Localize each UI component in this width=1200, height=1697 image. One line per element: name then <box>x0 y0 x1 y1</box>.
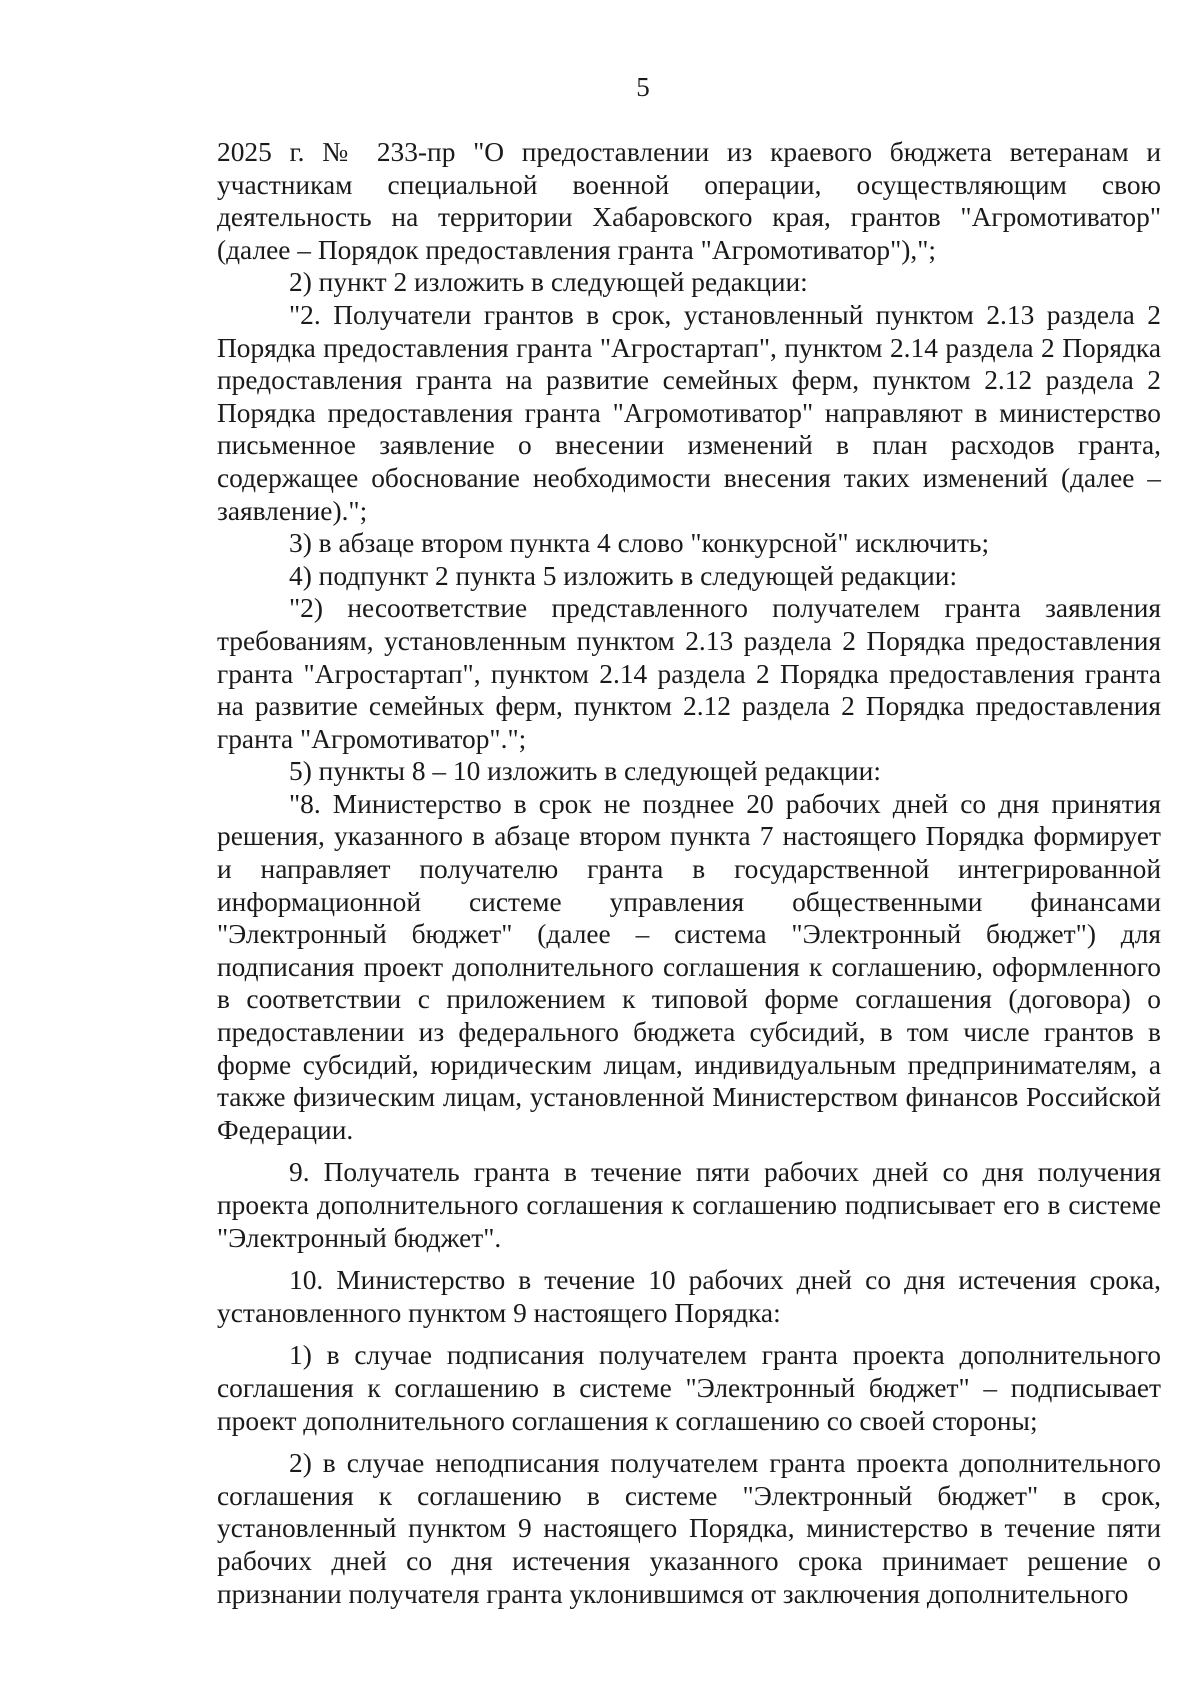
paragraph-item-5: 5) пункты 8 – 10 изложить в следующей редакции: <box>289 756 881 787</box>
document-body <box>217 136 1161 1610</box>
page-number: 5 <box>636 72 650 102</box>
paragraph-item-4: 4) подпункт 2 пункта 5 изложить в следующей редакции: <box>289 560 958 591</box>
paragraph-point-9: 9. Получатель гранта в течение пяти рабочих дней со дня получения проекта дополнительного соглашения к соглашению подписывает его в системе "Электронный бюджет". <box>217 1157 1161 1253</box>
paragraph-continuation: 2025 г. № 233-пр "О предоставлении из краевого бюджета ветеранам и участникам специальной военной операции, осуществляющим свою деятельность на территории Хабаровского края, грантов "Агромотиватор" (далее – Порядок предоставления гранта "Агромотиватор"),"; <box>217 137 1161 265</box>
paragraph-quote-subpoint-2: "2) несоответствие представленного получателем гранта заявления требованиям, установленным пунктом 2.13 раздела 2 Порядка предоставления гранта "Агростартап", пунктом 2.14 раздела 2 Порядка предоставления гранта на развитие семейных ферм, пунктом 2.12 раздела 2 Порядка предоставления гранта "Агромотиватор"."; <box>217 593 1161 754</box>
paragraph-quote-point-2: "2. Получатели грантов в срок, установленный пунктом 2.13 раздела 2 Порядка предоставления гранта "Агростартап", пунктом 2.14 раздела 2 Порядка предоставления гранта на развитие семейных ферм, пунктом 2.12 раздела 2 Порядка предоставления гранта "Агромотиватор" направляют в министерство письменное заявление о внесении изменений в план расходов гранта, содержащее обоснование необходимости внесения таких изменений (далее – заявление)."; <box>217 299 1161 526</box>
paragraph-quote-point-8: "8. Министерство в срок не позднее 20 рабочих дней со дня принятия решения, указанного в абзаце втором пункта 7 настоящего Порядка формирует и направляет получателю гранта в государственной интегрированной информационной системе управления общественными финансами "Электронный бюджет" (далее – система "Электронный бюджет") для подписания проект дополнительного соглашения к соглашению, оформленного в соответствии с приложением к типовой форме соглашения (договора) о предоставлении из федерального бюджета субсидий, в том числе грантов в форме субсидий, юридическим лицам, индивидуальным предпринимателям, а также физическим лицам, установленной Министерством финансов Российской Федерации. <box>217 788 1161 1145</box>
paragraph-subpoint-2: 2) в случае неподписания получателем гранта проекта дополнительного соглашения к соглашению в системе "Электронный бюджет" в срок, установленный пунктом 9 настоящего Порядка, министерство в течение пяти рабочих дней со дня истечения указанного срока принимает решение о признании получателя гранта уклонившимся от заключения дополнительного <box>217 1448 1161 1609</box>
paragraph-point-10: 10. Министерство в течение 10 рабочих дней со дня истечения срока, установленного пунктом 9 настоящего Порядка: <box>217 1265 1161 1328</box>
paragraph-item-2: 2) пункт 2 изложить в следующей редакции: <box>289 267 808 298</box>
paragraph-item-3: 3) в абзаце втором пункта 4 слово "конкурсной" исключить; <box>289 528 990 559</box>
paragraph-subpoint-1: 1) в случае подписания получателем гранта проекта дополнительного соглашения к соглашению в системе "Электронный бюджет" – подписывает проект дополнительного соглашения к соглашению со своей стороны; <box>217 1340 1161 1436</box>
